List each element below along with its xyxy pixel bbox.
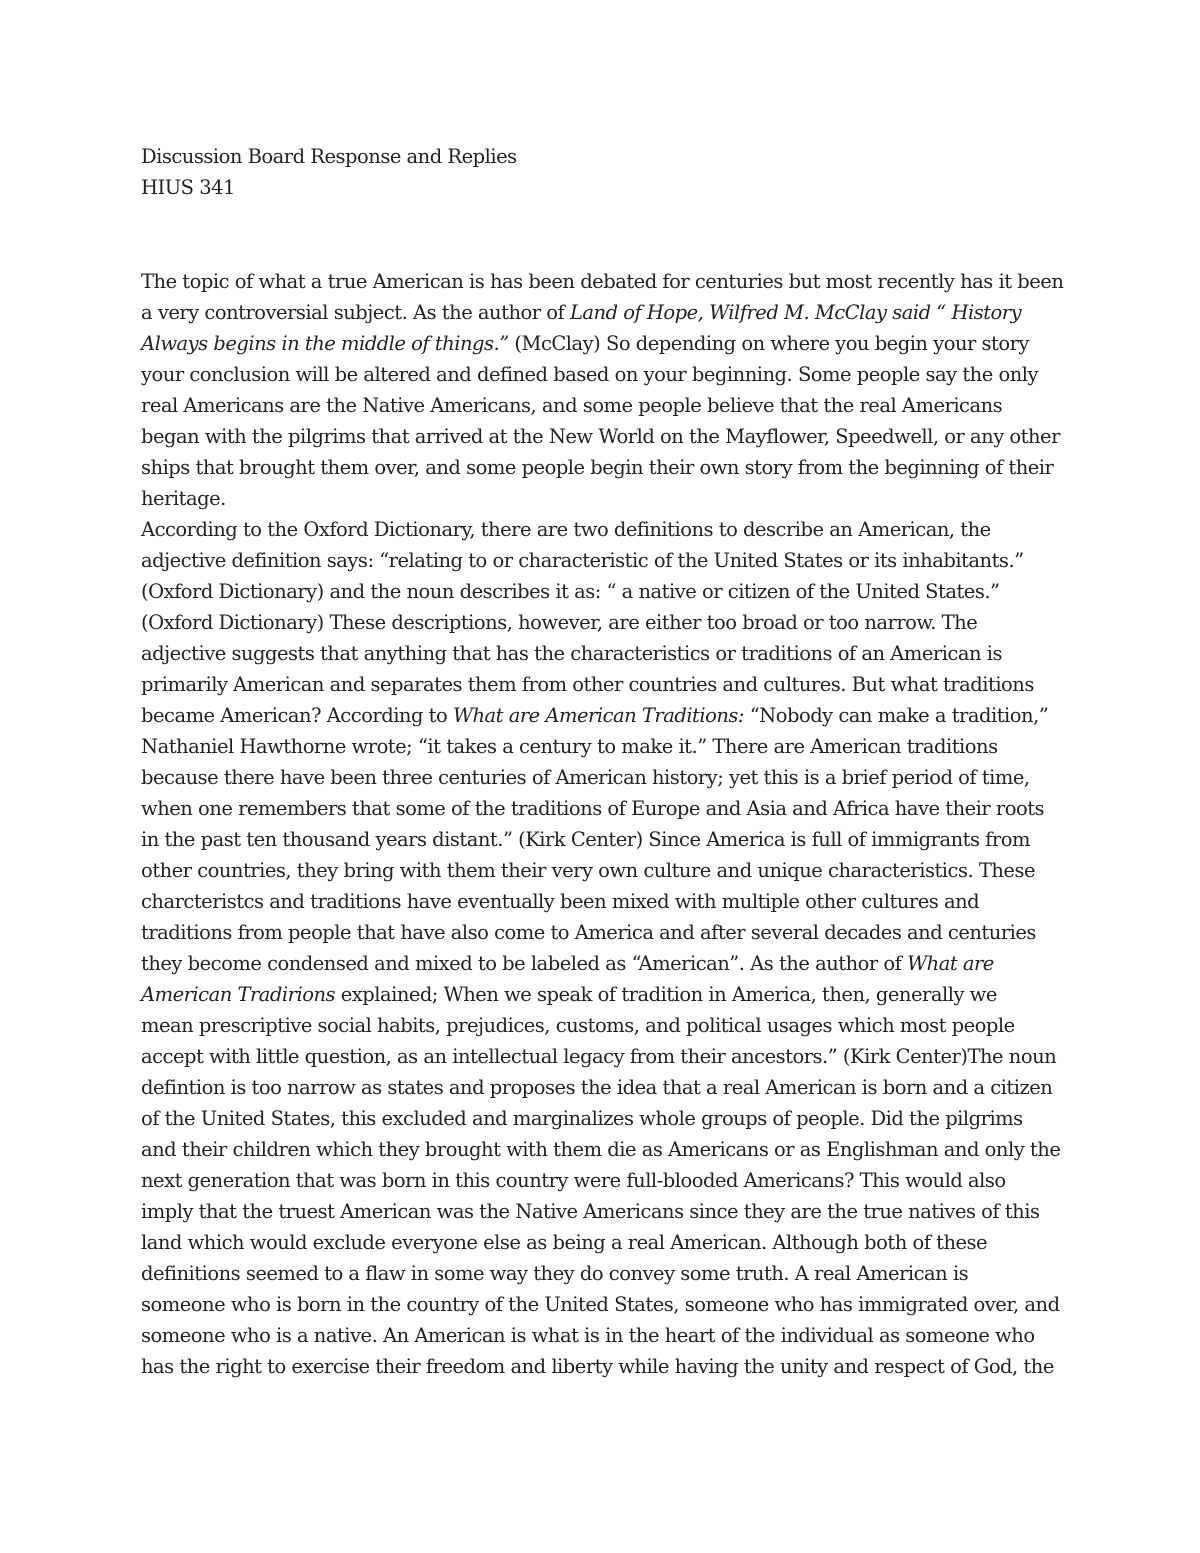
text-line <box>141 1072 1081 1103</box>
text-line <box>141 1289 1081 1320</box>
text-line <box>141 638 1081 669</box>
text-line <box>141 545 1081 576</box>
text-segment: and their children which they brought with them die as Americans or as Englishman and only the <box>141 1138 1061 1161</box>
text-segment: your conclusion will be altered and defined based on your beginning. Some people say the only <box>141 363 1039 386</box>
italic-text-segment: American Tradirions <box>141 983 336 1006</box>
text-segment: real Americans are the Native Americans, and some people believe that the real Americans <box>141 394 1003 417</box>
italic-text-segment: Always begins in the middle of things.” <box>141 332 509 355</box>
text-segment: “Nobody can make a tradition,” <box>744 704 1049 727</box>
text-line <box>141 576 1081 607</box>
text-segment: charcteristcs and traditions have eventually been mixed with multiple other cultures and <box>141 890 980 913</box>
text-segment: in the past ten thousand years distant.” (Kirk Center) Since America is full of immigrants from <box>141 828 1030 851</box>
text-segment: of the United States, this excluded and marginalizes whole groups of people. Did the pilgrims <box>141 1107 1023 1130</box>
text-line <box>141 1227 1081 1258</box>
text-line <box>141 421 1081 452</box>
text-segment: adjective definition says: “relating to or characteristic of the United States or its inhabitants.” <box>141 549 1024 572</box>
text-line <box>141 607 1081 638</box>
text-segment: accept with little question, as an intellectual legacy from their ancestors.” (Kirk Center)The noun <box>141 1045 1057 1068</box>
text-segment: (Oxford Dictionary) These descriptions, however, are either too broad or too narrow. The <box>141 611 978 634</box>
text-segment: explained; When we speak of tradition in America, then, generally we <box>335 983 997 1006</box>
text-segment: they become condensed and mixed to be labeled as “American”. As the author of <box>141 952 908 975</box>
text-line <box>141 917 1081 948</box>
text-segment: definitions seemed to a flaw in some way they do convey some truth. A real American is <box>141 1262 969 1285</box>
text-segment: someone who is a native. An American is what is in the heart of the individual as someone who <box>141 1324 1035 1347</box>
text-segment: (McClay) So depending on where you begin your story <box>508 332 1029 355</box>
text-line <box>141 297 1081 328</box>
text-line <box>141 1103 1081 1134</box>
course-code: HIUS 341 <box>141 176 235 199</box>
text-segment: adjective suggests that anything that has the characteristics or traditions of an American is <box>141 642 1002 665</box>
text-segment: next generation that was born in this country were full-blooded Americans? This would also <box>141 1169 1006 1192</box>
text-segment: ships that brought them over, and some people begin their own story from the beginning of their <box>141 456 1054 479</box>
text-segment: a very controversial subject. As the author of <box>141 301 570 324</box>
text-line <box>141 1165 1081 1196</box>
text-segment: has the right to exercise their freedom and liberty while having the unity and respect of God, the <box>141 1355 1054 1378</box>
text-segment: According to the Oxford Dictionary, there are two definitions to describe an American, the <box>141 518 991 541</box>
text-line <box>141 1010 1081 1041</box>
text-line <box>141 452 1081 483</box>
text-line <box>141 793 1081 824</box>
text-segment: defintion is too narrow as states and proposes the idea that a real American is born and a citizen <box>141 1076 1053 1099</box>
text-line <box>141 483 1081 514</box>
text-segment: began with the pilgrims that arrived at the New World on the Mayflower, Speedwell, or any other <box>141 425 1060 448</box>
text-line <box>141 1134 1081 1165</box>
text-line <box>141 328 1081 359</box>
text-segment: heritage. <box>141 487 226 510</box>
document-title: Discussion Board Response and Replies <box>141 145 517 168</box>
text-line <box>141 1041 1081 1072</box>
text-segment: The topic of what a true American is has been debated for centuries but most recently has it been <box>141 270 1064 293</box>
text-line <box>141 359 1081 390</box>
italic-text-segment: Land of Hope, Wilfred M. McClay said “ History <box>569 301 1022 324</box>
text-segment: traditions from people that have also come to America and after several decades and centuries <box>141 921 1036 944</box>
text-segment: mean prescriptive social habits, prejudices, customs, and political usages which most people <box>141 1014 1015 1037</box>
text-segment: because there have been three centuries of American history; yet this is a brief period of time, <box>141 766 1030 789</box>
text-line <box>141 824 1081 855</box>
text-line <box>141 1196 1081 1227</box>
text-line <box>141 855 1081 886</box>
text-segment: when one remembers that some of the traditions of Europe and Asia and Africa have their roots <box>141 797 1045 820</box>
text-segment: imply that the truest American was the Native Americans since they are the true natives of this <box>141 1200 1040 1223</box>
text-line <box>141 979 1081 1010</box>
text-segment: (Oxford Dictionary) and the noun describes it as: “ a native or citizen of the United States.” <box>141 580 1000 603</box>
text-line <box>141 700 1081 731</box>
text-line <box>141 762 1081 793</box>
text-segment: Nathaniel Hawthorne wrote; “it takes a century to make it.” There are American traditions <box>141 735 998 758</box>
text-line <box>141 266 1081 297</box>
text-segment: other countries, they bring with them their very own culture and unique characteristics. These <box>141 859 1035 882</box>
document-header <box>141 141 1081 203</box>
text-line <box>141 948 1081 979</box>
italic-text-segment: What are American Traditions: <box>452 704 744 727</box>
text-line <box>141 1258 1081 1289</box>
text-line <box>141 669 1081 700</box>
text-line <box>141 886 1081 917</box>
text-line <box>141 1351 1081 1382</box>
text-line <box>141 731 1081 762</box>
text-line <box>141 514 1081 545</box>
text-segment: someone who is born in the country of the United States, someone who has immigrated over, and <box>141 1293 1060 1316</box>
text-line <box>141 1320 1081 1351</box>
text-segment: became American? According to <box>141 704 453 727</box>
text-segment: land which would exclude everyone else as being a real American. Although both of these <box>141 1231 988 1254</box>
italic-text-segment: What are <box>907 952 994 975</box>
document-body <box>141 266 1081 1382</box>
text-segment: primarily American and separates them from other countries and cultures. But what traditions <box>141 673 1034 696</box>
text-line <box>141 390 1081 421</box>
